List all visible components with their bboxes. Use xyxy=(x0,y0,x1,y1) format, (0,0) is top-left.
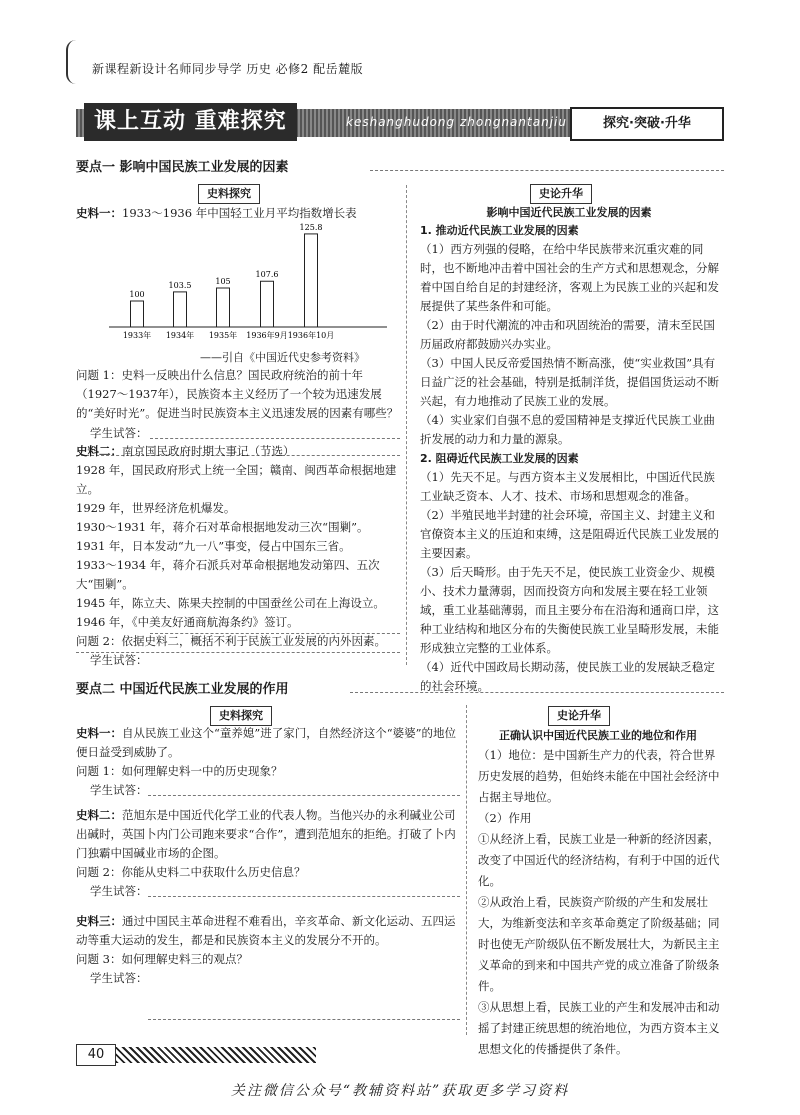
push-factor-item: （4）实业家们自强不息的爱国精神是支撑近代民族工业曲折发展的动力和力量的源泉。 xyxy=(420,413,715,446)
page-number: 40 xyxy=(76,1044,116,1066)
s2-answer1-line[interactable] xyxy=(148,795,460,796)
answer2-line-2[interactable] xyxy=(76,652,400,653)
hinder-factors-heading: 2. 阻碍近代民族工业发展的因素 xyxy=(420,452,579,465)
book-header: 新课程新设计名师同步导学 历史 必修2 配岳麓版 xyxy=(92,62,364,76)
footer-note: 关注微信公众号“教辅资料站”获取更多学习资料 xyxy=(230,1083,570,1099)
section-banner xyxy=(76,103,724,141)
section2-right-title: 正确认识中国近代民族工业的地位和作用 xyxy=(499,729,697,742)
question1-text: 问题 1：史料一反映出什么信息？国民政府统治的前十年（1927～1937年），民族资本主义经历了一个较为迅速发展的“美好时光”。促进当时民族资本主义迅速发展的因素有哪些？ xyxy=(76,368,399,420)
s2-student-answer2-label: 学生试答： xyxy=(90,884,148,898)
section2-left-body xyxy=(76,724,462,800)
event-item: 1928 年，国民政府形式上统一全国；赣南、闽西革命根据地建立。 xyxy=(76,463,397,496)
section1-right-title: 影响中国近代民族工业发展的因素 xyxy=(486,206,652,219)
chart-category-label: 1936年9月 xyxy=(246,331,288,340)
s2-question3: 问题 3：如何理解史料三的观点？ xyxy=(76,952,248,966)
s2-answer2-line[interactable] xyxy=(148,896,460,897)
section1-right-body xyxy=(420,221,724,696)
section1-left-label: 史料探究 xyxy=(198,184,260,204)
s2-source2-text: 范旭东是中国近代化学工业的代表人物。当他兴办的永利碱业公司出碱时，英国卜内门公司跑来要求“合作”，遭到范旭东的拒绝。打破了卜内门独霸中国碱业市场的企图。 xyxy=(76,808,456,860)
hinder-factor-item: （3）后天畸形。由于先天不足，使民族工业资金少、规模小、技术力量薄弱，因而投资方向和发展主要在轻工业领域，重工业基础薄弱，而且主要分布在沿海和通商口岸，这种工业结构和地区分布的失衡使民族工业呈畸形发展，未能形成独立完整的工业体系。 xyxy=(420,565,719,655)
hinder-factor-item: （2）半殖民地半封建的社会环境，帝国主义、封建主义和官僚资本主义的压迫和束缚，这是阻碍近代民族工业发展的主要因素。 xyxy=(420,508,719,560)
banner-pinyin: keshanghudong zhongnantanjiu xyxy=(346,115,567,129)
banner-tag: 探究·突破·升华 xyxy=(570,107,724,141)
answer1-line[interactable] xyxy=(150,438,400,439)
chart-bar xyxy=(305,234,318,327)
section1-column-divider xyxy=(406,185,407,665)
s2-answer3-line[interactable] xyxy=(148,1019,460,1020)
hinder-factor-item: （1）先天不足。与西方资本主义发展相比，中国近代民族工业缺乏资本、人才、技术、市场和思想观念的准备。 xyxy=(420,470,715,503)
event-item: 1930～1931 年，蒋介石对革命根据地发动三次“围剿”。 xyxy=(76,520,369,534)
hinder-factor-item: （4）近代中国政局长期动荡，使民族工业的发展缺乏稳定的社会环境。 xyxy=(420,660,715,693)
banner-title: 课上互动 重难探究 xyxy=(84,103,297,141)
chart-citation: ——引自《中国近代史参考资料》 xyxy=(200,351,365,364)
chart-category-label: 1933年 xyxy=(122,331,152,340)
s2-source3-text: 通过中国民主革命进程不难看出，辛亥革命、新文化运动、五四运动等重大运动的发生，都是和民族资本主义的发展分不开的。 xyxy=(76,914,456,947)
role-item: ①从经济上看，民族工业是一种新的经济因素，改变了中国近代的经济结构，有利于中国的近代化。 xyxy=(478,832,720,888)
question1-block xyxy=(76,366,402,423)
chart-bar xyxy=(131,301,144,327)
s2-source3-label: 史料三： xyxy=(76,914,122,928)
section2-title: 要点二 中国近代民族工业发展的作用 xyxy=(76,682,289,697)
role-item: ②从政治上看，民族资产阶级的产生和发展壮大，为维新变法和辛亥革命奠定了阶级基础；同时也使无产阶级队伍不断发展壮大，为新民主主义革命的到来和中国共产党的成立准备了阶级条件。 xyxy=(478,895,720,993)
section1-right-label: 史论升华 xyxy=(530,184,592,204)
chart-value-label: 125.8 xyxy=(299,222,323,232)
event-item: 1929 年，世界经济危机爆发。 xyxy=(76,501,236,515)
light-industry-index-chart xyxy=(95,215,395,345)
question2-text: 问题 2：依据史料二，概括不利于民族工业发展的内外因素。 xyxy=(76,634,386,648)
chart-bar xyxy=(217,288,230,327)
s2-question1: 问题 1：如何理解史料一中的历史现象？ xyxy=(76,764,283,778)
s2-source1-label: 史料一： xyxy=(76,726,122,740)
page-number-pattern xyxy=(116,1047,316,1063)
s2-source2-label: 史料二： xyxy=(76,808,122,822)
section2-left-body-2 xyxy=(76,806,462,901)
push-factor-item: （1）西方列强的侵略，在给中华民族带来沉重灾难的同时，也不断地冲击着中国社会的生产方式和思想观念，分解着中国自给自足的封建经济，客观上为民族工业的兴起和发展提供了某些条件和可能。 xyxy=(420,242,719,313)
student-answer1-label: 学生试答： xyxy=(90,426,148,440)
section2-dots xyxy=(350,692,724,693)
header-bracket-decoration xyxy=(66,40,78,84)
section2-left-body-3 xyxy=(76,912,462,988)
chart-value-label: 100 xyxy=(129,290,145,299)
source2-block xyxy=(76,442,402,670)
source2-title: 南京国民政府时期大事记（节选） xyxy=(122,444,295,458)
push-factors-heading: 1. 推动近代民族工业发展的因素 xyxy=(420,224,579,237)
role-heading: （2）作用 xyxy=(478,811,532,825)
s2-question2: 问题 2：你能从史料二中获取什么历史信息？ xyxy=(76,865,306,879)
s2-student-answer3-label: 学生试答： xyxy=(90,971,148,985)
section1-dots xyxy=(370,170,724,171)
event-item: 1933～1934 年，蒋介石派兵对革命根据地发动第四、五次大“围剿”。 xyxy=(76,558,380,591)
chart-category-label: 1934年 xyxy=(165,331,195,340)
answer2-line[interactable] xyxy=(150,633,400,634)
section2-right-body xyxy=(478,745,724,1060)
s2-student-answer1-label: 学生试答： xyxy=(90,783,148,797)
role-item: ③从思想上看，民族工业的产生和发展冲击和动摇了封建正统思想的统治地位，为西方资本主义思想文化的传播提供了条件。 xyxy=(478,1000,720,1056)
status-paragraph: （1）地位：是中国新生产力的代表，符合世界历史发展的趋势，但始终未能在中国社会经济中占据主导地位。 xyxy=(478,748,720,804)
section2-right-label: 史论升华 xyxy=(548,706,610,726)
chart-value-label: 107.6 xyxy=(255,270,279,280)
chart-category-label: 1936年10月 xyxy=(287,331,335,340)
chart-value-label: 103.5 xyxy=(168,280,192,290)
section1-title: 要点一 影响中国民族工业发展的因素 xyxy=(76,160,289,175)
event-item: 1946 年，《中美友好通商航海条约》签订。 xyxy=(76,615,299,629)
push-factor-item: （3）中国人民反帝爱国热情不断高涨，使“实业救国”具有日益广泛的社会基础，特别是抵制洋货，提倡国货运动不断兴起，有力地推动了民族工业的发展。 xyxy=(420,356,719,408)
event-item: 1945 年，陈立夫、陈果夫控制的中国蚕丝公司在上海设立。 xyxy=(76,596,385,610)
chart-category-label: 1935年 xyxy=(208,331,238,340)
event-item: 1931 年，日本发动“九一八”事变，侵占中国东三省。 xyxy=(76,539,351,553)
chart-bar xyxy=(174,292,187,327)
chart-bar xyxy=(261,281,274,327)
push-factor-item: （2）由于时代潮流的冲击和巩固统治的需要，清末至民国历届政府都鼓励兴办实业。 xyxy=(420,318,715,351)
source2-label: 史料二： xyxy=(76,444,122,458)
source1-text: 1933～1936 年中国轻工业月平均指数增长表 xyxy=(122,206,357,220)
section2-column-divider xyxy=(466,705,467,1035)
source1-label: 史料一： xyxy=(76,206,122,220)
chart-value-label: 105 xyxy=(215,277,231,286)
s2-source1-text: 自从民族工业这个“童养媳”进了家门，自然经济这个“婆婆”的地位便日益受到威胁了。 xyxy=(76,726,457,759)
student-answer2-label: 学生试答： xyxy=(90,653,148,667)
section2-left-label: 史料探究 xyxy=(210,706,272,726)
